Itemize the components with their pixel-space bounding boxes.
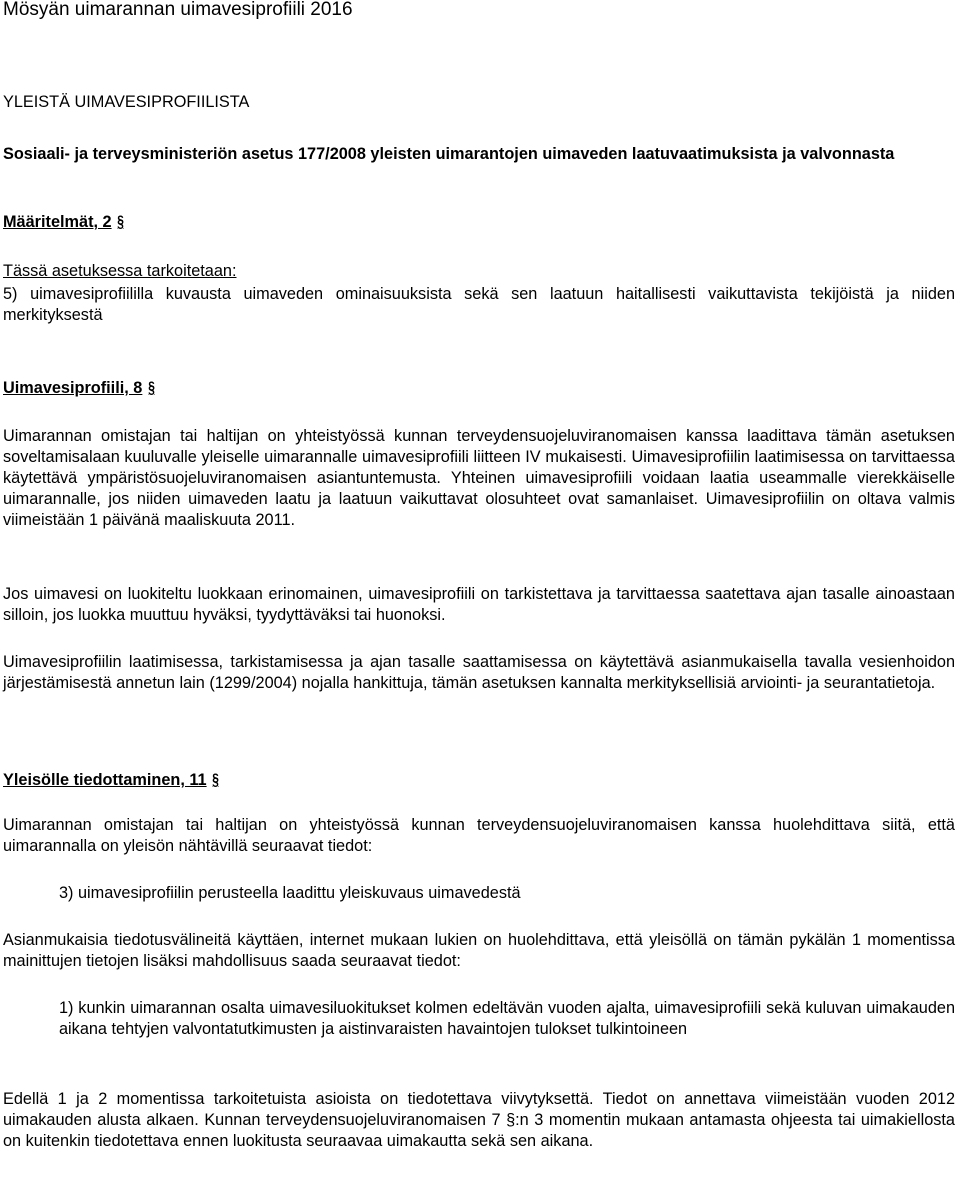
definitions-heading-text: Määritelmät, 2 — [3, 213, 112, 231]
section-sign-icon: § — [212, 771, 220, 789]
decree-title-text: Sosiaali- ja terveysministeriön asetus 177/2008 yleisten uimarantojen uimaveden laatuvaatimuksista ja valvonnasta — [3, 145, 895, 163]
informing-paragraph-2 — [3, 930, 955, 972]
profile-paragraph-2-text: Jos uimavesi on luokiteltu luokkaan erinomainen, uimavesiprofiili on tarkistettava ja tarvittaessa saatettava ajan tasalle ainoastaan silloin, jos luokka muuttuu hyväksi, tyydyttäväksi tai huonoksi. — [3, 585, 955, 624]
main-heading — [3, 92, 955, 113]
informing-item-1 — [59, 998, 955, 1040]
section-sign-icon: § — [148, 379, 155, 397]
informing-item-3 — [59, 883, 955, 904]
informing-paragraph-3 — [3, 1089, 955, 1152]
profile-paragraph-3-text: Uimavesiprofiilin laatimisessa, tarkistamisessa ja ajan tasalle saattamisessa on käytettävä asianmukaisella tavalla vesienhoidon järjestämisestä annetun lain (1299/2004) nojalla hankittuja, tämän asetuksen kannalta merkityksellisiä arviointi- ja seurantatietoja. — [3, 653, 955, 692]
informing-paragraph-1 — [3, 815, 955, 857]
profile-heading — [3, 378, 955, 399]
informing-heading-text: Yleisölle tiedottaminen, 11 — [3, 771, 207, 789]
section-sign-icon: § — [117, 213, 125, 231]
definitions-intro — [3, 261, 955, 282]
profile-paragraph-1 — [3, 426, 955, 531]
informing-item-3-text: 3) uimavesiprofiilin perusteella laadittu yleiskuvaus uimavedestä — [59, 884, 521, 902]
main-heading-text: YLEISTÄ UIMAVESIPROFIILISTA — [3, 93, 250, 111]
profile-paragraph-3 — [3, 652, 955, 694]
informing-item-1-text: 1) kunkin uimarannan osalta uimavesiluokitukset kolmen edeltävän vuoden ajalta, uimavesiprofiili sekä kuluvan uimakauden aikana tehtyjen valvontatutkimusten ja aistinvaraisten havaintojen tulokset tulkintoineen — [59, 999, 955, 1038]
document-header-title: Mösyän uimarannan uimavesiprofiili 2016 — [3, 0, 353, 20]
profile-heading-text: Uimavesiprofiili, 8 — [3, 379, 143, 397]
informing-paragraph-2-text: Asianmukaisia tiedotusvälineitä käyttäen, internet mukaan lukien on huolehdittava, että yleisöllä on tämän pykälän 1 momentissa mainittujen tietojen lisäksi mahdollisuus saada seuraavat tiedot: — [3, 931, 955, 970]
definitions-heading — [3, 212, 955, 233]
decree-title — [3, 144, 953, 165]
informing-paragraph-3-text: Edellä 1 ja 2 momentissa tarkoitetuista asioista on tiedotettava viivytyksettä. Tiedot on annettava viimeistään vuoden 2012 uimakauden alusta alkaen. Kunnan terveydensuojeluviranomaisen 7 §:n 3 momentin mukaan antamasta ohjeesta tai uimakiellosta on kuitenkin tiedotettava ennen luokitusta seuraavaa uimakautta sekä sen aikana. — [3, 1090, 955, 1150]
definitions-intro-text: Tässä asetuksessa tarkoitetaan: — [3, 262, 237, 280]
profile-paragraph-1-text: Uimarannan omistajan tai haltijan on yhteistyössä kunnan terveydensuojeluviranomaisen kanssa laadittava tämän asetuksen soveltamisalaan kuuluvalle yleiselle uimarannalle uimavesiprofiili liitteen IV mukaisesti. Uimavesiprofiilin laatimisessa on tarvittaessa käytettävä ympäristösuojeluviranomaisen asiantuntemusta. Yhteinen uimavesiprofiili voidaan laatia useammalle vierekkäiselle uimarannalle, jos niiden uimaveden laatu ja laatuun vaikuttavat olosuhteet ovat samanlaiset. Uimavesiprofiilin on oltava valmis viimeistään 1 päivänä maaliskuuta 2011. — [3, 427, 955, 529]
definitions-item-5 — [3, 284, 955, 326]
profile-paragraph-2 — [3, 584, 955, 626]
informing-heading — [3, 770, 955, 791]
informing-paragraph-1-text: Uimarannan omistajan tai haltijan on yhteistyössä kunnan terveydensuojeluviranomaisen kanssa huolehdittava siitä, että uimarannalla on yleisön nähtävillä seuraavat tiedot: — [3, 816, 955, 855]
definitions-item-5-text: 5) uimavesiprofiililla kuvausta uimaveden ominaisuuksista sekä sen laatuun haitallisesti vaikuttavista tekijöistä ja niiden merkityksestä — [3, 285, 955, 324]
